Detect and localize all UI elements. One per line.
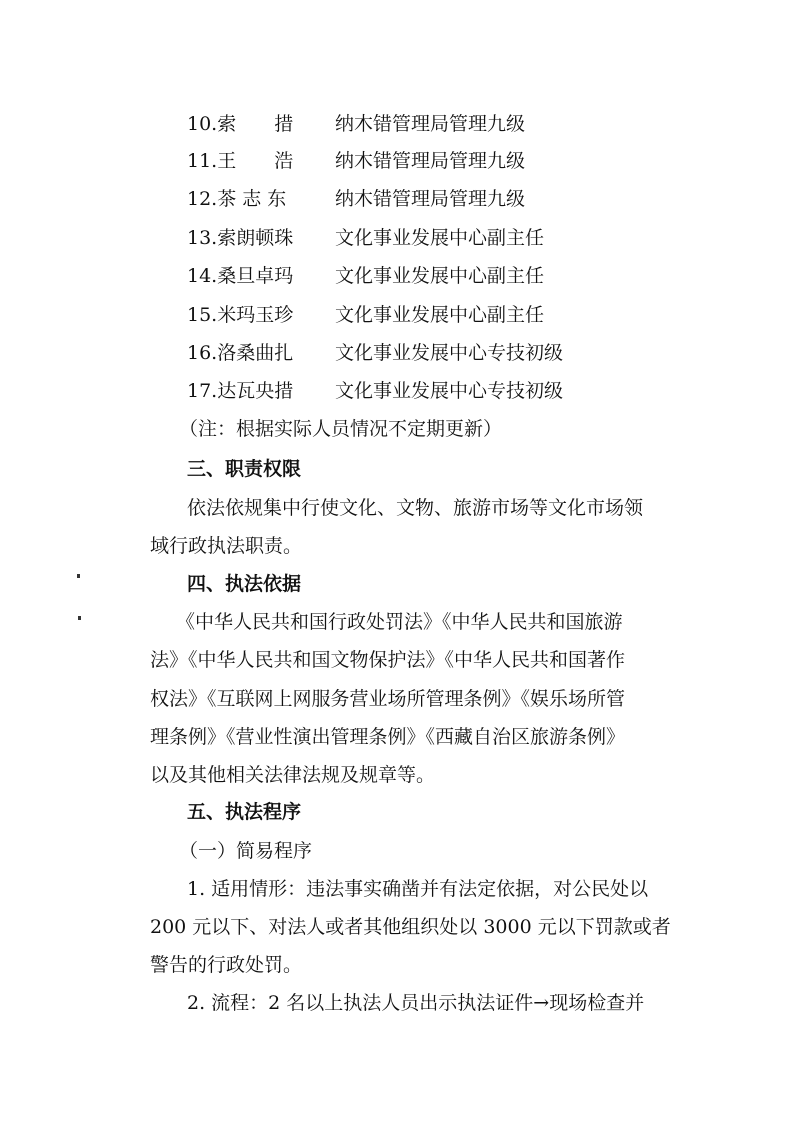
staff-name: 10.索 措 — [187, 113, 294, 135]
section-heading: 三、职责权限 — [187, 458, 302, 480]
paragraph-line: 1. 适用情形：违法事实确凿并有法定依据，对公民处以 — [187, 878, 649, 900]
paragraph-line: 权法》《互联网上网服务营业场所管理条例》《娱乐场所管 — [150, 688, 626, 710]
section-heading: 四、执法依据 — [187, 573, 302, 595]
staff-name: 15.米玛玉珍 — [187, 304, 294, 326]
staff-name: 16.洛桑曲扎 — [187, 342, 294, 364]
paragraph-line: 警告的行政处罚。 — [150, 954, 303, 976]
paragraph-line: 法》《中华人民共和国文物保护法》《中华人民共和国著作 — [150, 649, 626, 671]
staff-name: 14.桑旦卓玛 — [187, 265, 294, 287]
staff-name: 17.达瓦央措 — [187, 380, 294, 402]
paragraph-line: 理条例》《营业性演出管理条例》《西藏自治区旅游条例》 — [150, 726, 626, 748]
paragraph-line: 域行政执法职责。 — [150, 535, 303, 557]
staff-name: 13.索朗顿珠 — [187, 227, 294, 249]
staff-position: 文化事业发展中心副主任 — [335, 304, 545, 326]
paragraph-line: 依法依规集中行使文化、文物、旅游市场等文化市场领 — [187, 497, 644, 519]
staff-position: 文化事业发展中心专技初级 — [335, 342, 564, 364]
staff-position: 纳木错管理局管理九级 — [335, 150, 526, 172]
staff-name: 12.茶 志 东 — [187, 188, 287, 210]
update-note: （注：根据实际人员情况不定期更新） — [179, 418, 503, 440]
staff-position: 纳木错管理局管理九级 — [335, 113, 526, 135]
paragraph-line: 以及其他相关法律法规及规章等。 — [150, 764, 436, 786]
staff-position: 文化事业发展中心副主任 — [335, 227, 545, 249]
paragraph-line: 200 元以下、对法人或者其他组织处以 3000 元以下罚款或者 — [150, 916, 671, 938]
staff-name: 11.王 浩 — [187, 150, 294, 172]
scan-mark — [77, 574, 80, 578]
paragraph-line: 2. 流程：2 名以上执法人员出示执法证件→现场检查并 — [187, 992, 645, 1014]
staff-position: 文化事业发展中心副主任 — [335, 265, 545, 287]
subsection-heading: （一）简易程序 — [179, 840, 313, 862]
section-heading: 五、执法程序 — [187, 801, 302, 823]
scan-mark — [78, 616, 81, 620]
staff-position: 文化事业发展中心专技初级 — [335, 380, 564, 402]
staff-position: 纳木错管理局管理九级 — [335, 188, 526, 210]
paragraph-line: 《中华人民共和国行政处罚法》《中华人民共和国旅游 — [176, 611, 623, 633]
